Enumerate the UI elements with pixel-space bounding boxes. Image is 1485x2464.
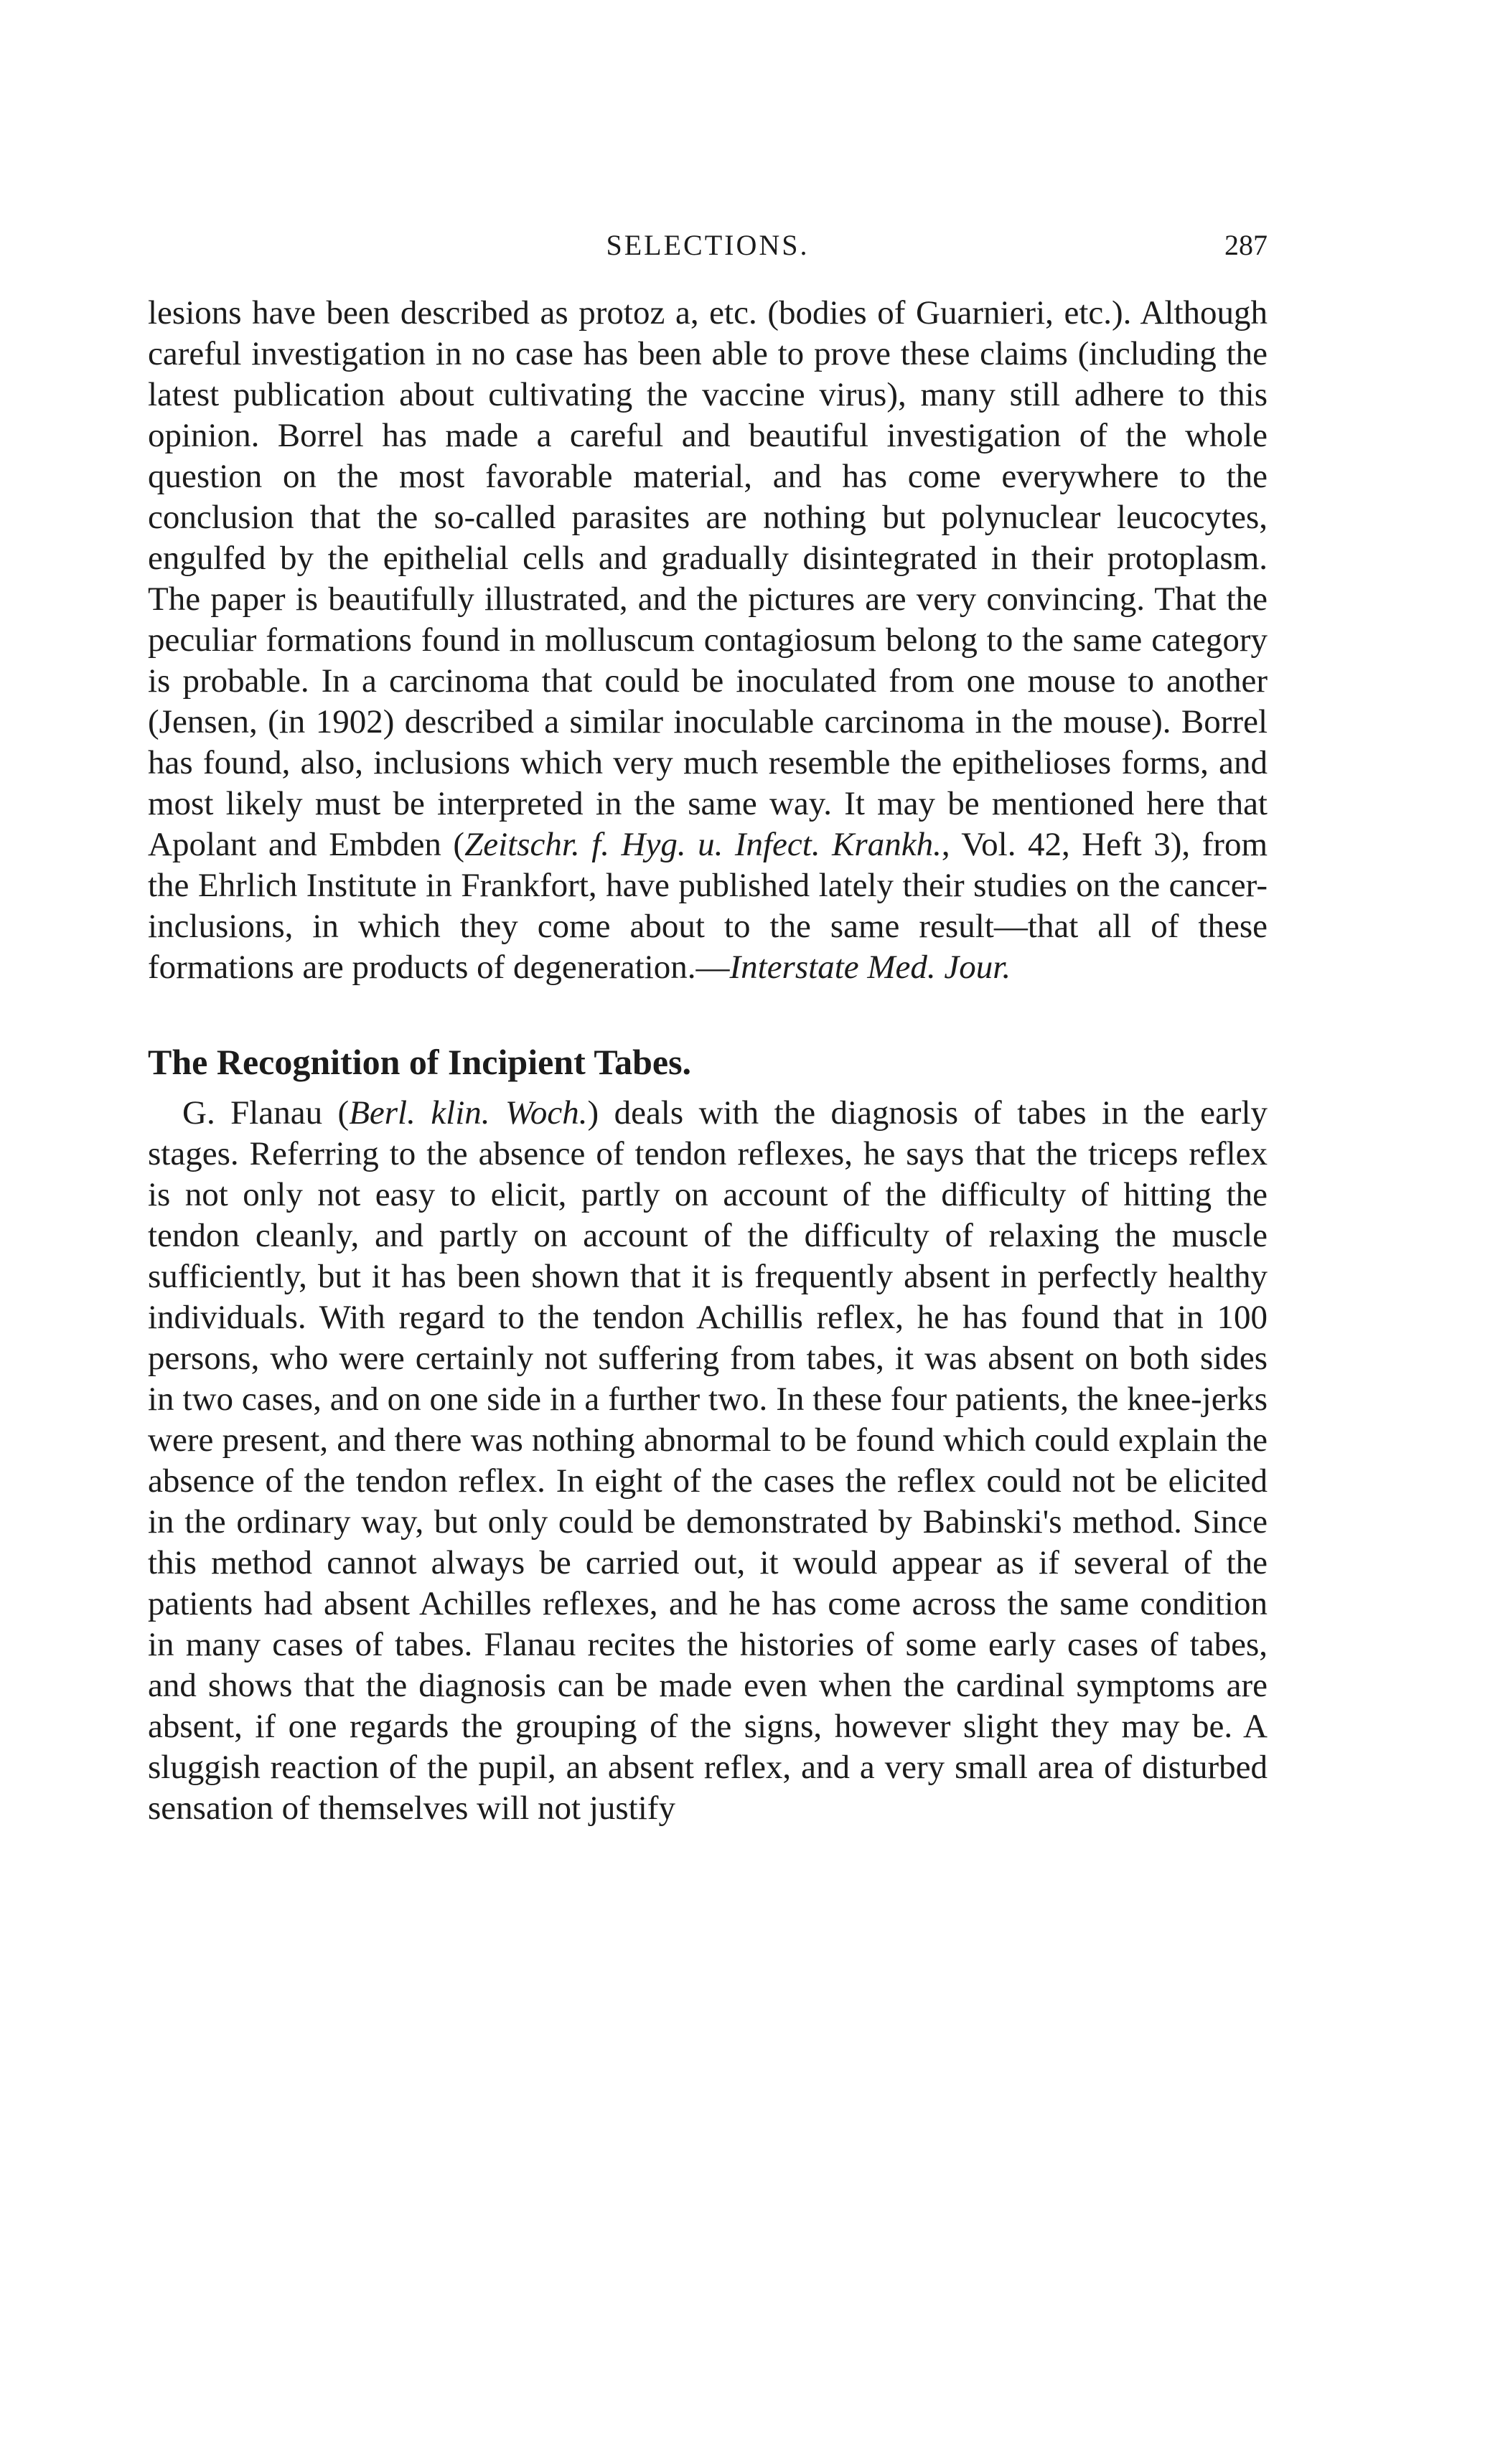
article-body: ) deals with the diagnosis of tabes in the early stages. Referring to the absence of tendon reflexes, he says that the triceps reflex is not only not easy to elicit, partly on account of the difficulty of hitting the tendon cleanly, and partly on account of the difficulty of relaxing the muscle sufficiently, but it has been shown that it is frequently absent in perfectly healthy individuals. With regard to the tendon Achillis reflex, he has found that in 100 persons, who were certainly not suffering from tabes, it was absent on both sides in two cases, and on one side in a further two. In these four patients, the knee-jerks were present, and there was nothing abnormal to be found which could explain the absence of the tendon reflex. In eight of the cases the reflex could not be elicited in the ordinary way, but only could be demonstrated by Babinski's method. Since this method cannot always be carried out, it would appear as if several of the patients had absent Achilles reflexes, and he has come across the same condition in many cases of tabes. Flanau recites the histories of some early cases of tabes, and shows that the diagnosis can be made even when the cardinal symptoms are absent, if one regards the grouping of the signs, however slight they may be. A sluggish reaction of the pupil, an absent reflex, and a very small area of disturbed sensation of themselves will not justify <box>148 1094 1268 1827</box>
source-citation: Interstate Med. Jour. <box>729 949 1011 986</box>
article-author: G. Flanau ( <box>182 1094 350 1132</box>
book-page <box>148 222 1268 1829</box>
continued-paragraph <box>148 293 1268 988</box>
article-journal: Berl. klin. Woch. <box>349 1094 588 1132</box>
journal-citation: Zeitschr. f. Hyg. u. Infect. Krankh. <box>464 826 942 863</box>
running-title: SELECTIONS. <box>606 229 810 261</box>
article-heading: The Recognition of Incipient Tabes. <box>148 1042 692 1082</box>
page-number: 287 <box>1224 229 1268 261</box>
paragraph-text-continued: , Vol. 42, Heft 3), from the Ehrlich Institute in Frankfort, have published lately their studies on the cancer-inclusions, in which they come about to the same result—that all of these formations are products of degeneration.— <box>148 826 1268 986</box>
paragraph-text: lesions have been described as protoz a, etc. (bodies of Guarnieri, etc.). Although careful investigation in no case has been able to prove these claims (including the latest publication about cultivating the vaccine virus), many still adhere to this opinion. Borrel has made a careful and beautiful investigation of the whole question on the most favorable material, and has come everywhere to the conclusion that the so-called parasites are nothing but polynuclear leucocytes, engulfed by the epithelial cells and gradually disintegrated in their protoplasm. The paper is beautifully illustrated, and the pictures are very convincing. That the peculiar formations found in molluscum contagiosum belong to the same category is probable. In a carcinoma that could be inoculated from one mouse to another (Jensen, (in 1902) described a similar inoculable carcinoma in the mouse). Borrel has found, also, inclusions which very much resemble the epithelioses forms, and most likely must be interpreted in the same way. It may be mentioned here that Apolant and Embden ( <box>148 294 1268 863</box>
running-head <box>148 222 1268 273</box>
article-paragraph <box>148 1093 1268 1829</box>
